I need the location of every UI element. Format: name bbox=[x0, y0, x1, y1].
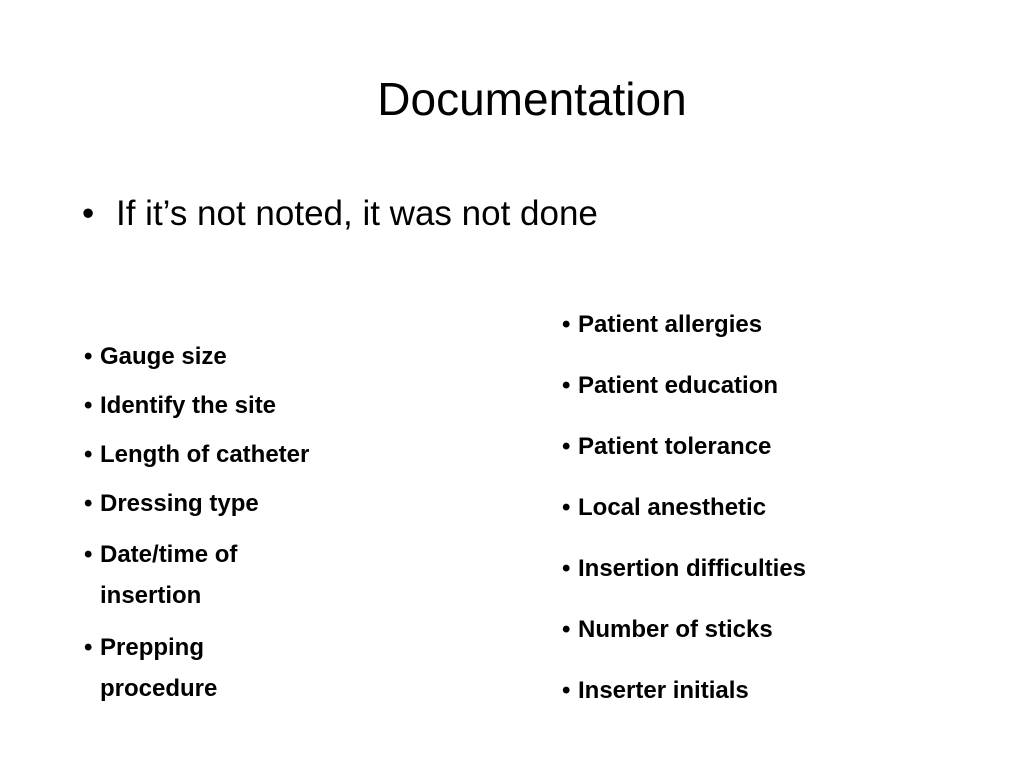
bullet-icon: • bbox=[82, 194, 95, 233]
list-item-gauge-size bbox=[84, 338, 384, 376]
bullet-icon: • bbox=[84, 343, 93, 370]
bullet-icon: • bbox=[84, 441, 93, 468]
right-bullet-list bbox=[562, 306, 922, 733]
list-item-text: Length of catheter bbox=[100, 441, 310, 468]
main-bullet-text: If it’s not noted, it was not done bbox=[116, 194, 598, 233]
main-bullet-point bbox=[82, 190, 598, 238]
list-item-text: Dressing type bbox=[100, 490, 259, 517]
bullet-icon: • bbox=[562, 555, 571, 582]
list-item-text: Date/time of insertion bbox=[100, 541, 238, 609]
list-item-insertion-difficulties bbox=[562, 550, 922, 588]
bullet-icon: • bbox=[84, 634, 93, 661]
list-item-text: Number of sticks bbox=[578, 616, 773, 643]
left-bullet-list bbox=[84, 338, 384, 720]
list-item-text: Identify the site bbox=[100, 392, 277, 419]
list-item-prepping-procedure bbox=[84, 627, 260, 709]
bullet-icon: • bbox=[84, 541, 93, 568]
slide-title: Documentation bbox=[377, 73, 687, 125]
list-item-insertion-datetime bbox=[84, 534, 310, 616]
list-item-patient-allergies bbox=[562, 306, 922, 344]
bullet-icon: • bbox=[84, 392, 93, 419]
list-item-text: Inserter initials bbox=[578, 677, 749, 704]
list-item-patient-education bbox=[562, 367, 922, 405]
bullet-icon: • bbox=[562, 677, 571, 704]
list-item-text: Insertion difficulties bbox=[578, 555, 807, 582]
bullet-icon: • bbox=[562, 494, 571, 521]
list-item-identify-site bbox=[84, 387, 384, 425]
list-item-text: Patient allergies bbox=[578, 311, 763, 338]
bullet-icon: • bbox=[562, 433, 571, 460]
list-item-text: Local anesthetic bbox=[578, 494, 767, 521]
list-item-patient-tolerance bbox=[562, 428, 922, 466]
bullet-icon: • bbox=[562, 616, 571, 643]
list-item-catheter-length bbox=[84, 436, 384, 474]
list-item-dressing-type bbox=[84, 485, 384, 523]
list-item-inserter-initials bbox=[562, 672, 922, 710]
list-item-text: Prepping procedure bbox=[100, 634, 218, 702]
list-item-text: Gauge size bbox=[100, 343, 227, 370]
list-item-number-of-sticks bbox=[562, 611, 922, 649]
list-item-text: Patient education bbox=[578, 372, 779, 399]
bullet-icon: • bbox=[562, 311, 571, 338]
bullet-icon: • bbox=[84, 490, 93, 517]
list-item-local-anesthetic bbox=[562, 489, 922, 527]
list-item-text: Patient tolerance bbox=[578, 433, 772, 460]
bullet-icon: • bbox=[562, 372, 571, 399]
